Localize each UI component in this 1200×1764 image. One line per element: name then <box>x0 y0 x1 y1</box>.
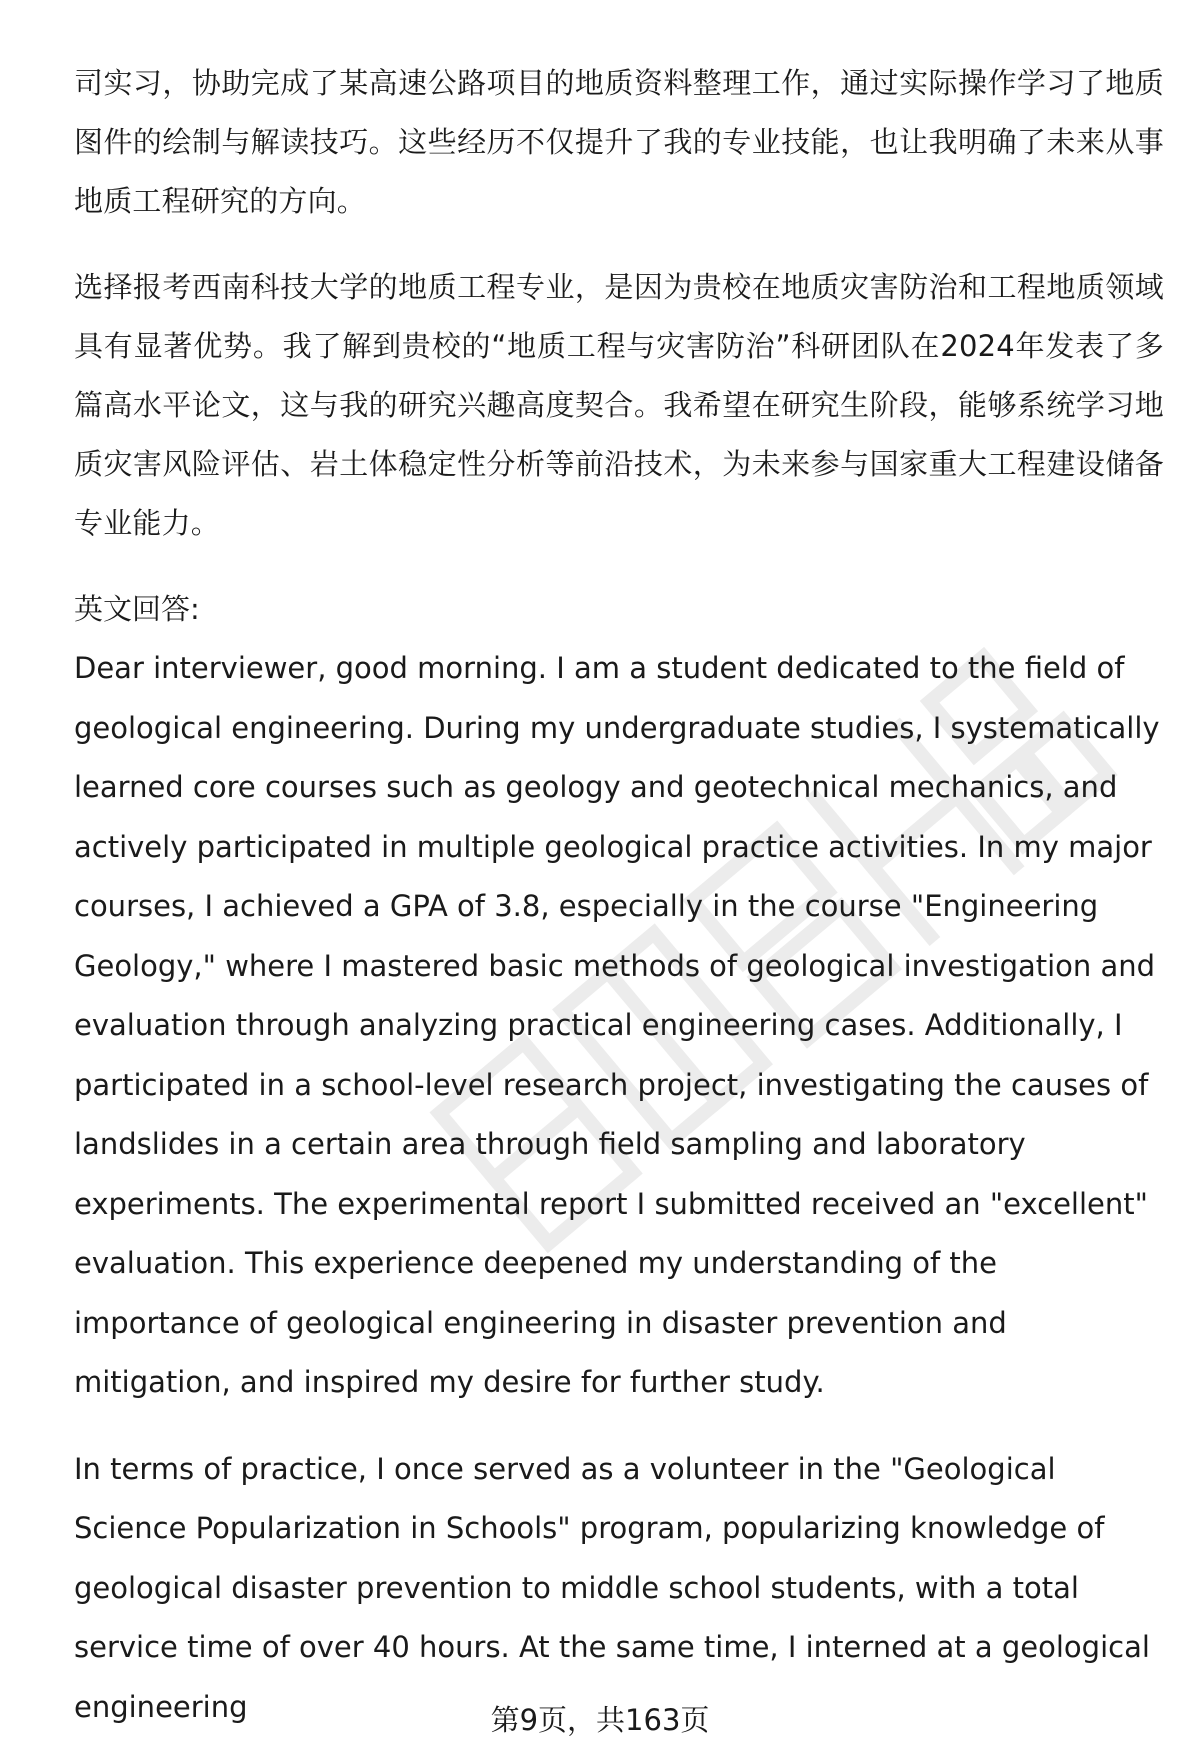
chinese-paragraph-1: 司实习，协助完成了某高速公路项目的地质资料整理工作，通过实际操作学习了地质图件的绘制与解读技巧。这些经历不仅提升了我的专业技能，也让我明确了未来从事地质工程研究的方向。 <box>74 66 1164 218</box>
page-number: 第9页，共163页 <box>490 1703 710 1737</box>
english-answer-label: 英文回答: <box>74 592 200 626</box>
english-paragraph-1: Dear interviewer, good morning. I am a student dedicated to the field of geological engineering. During my undergraduate studies, I systematically learned core courses such as geology and geotechnical mechanics, and actively participated in multiple geological practice activities. In my major courses, I achieved a GPA of 3.8, especially in the course "Engineering Geology," where I mastered basic methods of geological investigation and evaluation through analyzing practical engineering cases. Additionally, I participated in a school-level research project, investigating the causes of landslides in a certain area through field sampling and laboratory experiments. The experimental report I submitted received an "excellent" evaluation. This experience deepened my understanding of the importance of geological engineering in disaster prevention and mitigation, and inspired my desire for further study. <box>74 651 1160 1399</box>
page-content <box>74 54 1164 1764</box>
english-paragraph-2: In terms of practice, I once served as a volunteer in the "Geological Science Popularization in Schools" program, popularizing knowledge of geological disaster prevention to middle school students, with a total service time of over 40 hours. At the same time, I interned at a geological engineering <box>74 1451 1150 1724</box>
chinese-paragraph-2: 选择报考西南科技大学的地质工程专业，是因为贵校在地质灾害防治和工程地质领域具有显著优势。我了解到贵校的“地质工程与灾害防治”科研团队在2024年发表了多篇高水平论文，这与我的研究兴趣高度契合。我希望在研究生阶段，能够系统学习地质灾害风险评估、岩土体稳定性分析等前沿技术，为未来参与国家重大工程建设储备专业能力。 <box>74 270 1164 540</box>
